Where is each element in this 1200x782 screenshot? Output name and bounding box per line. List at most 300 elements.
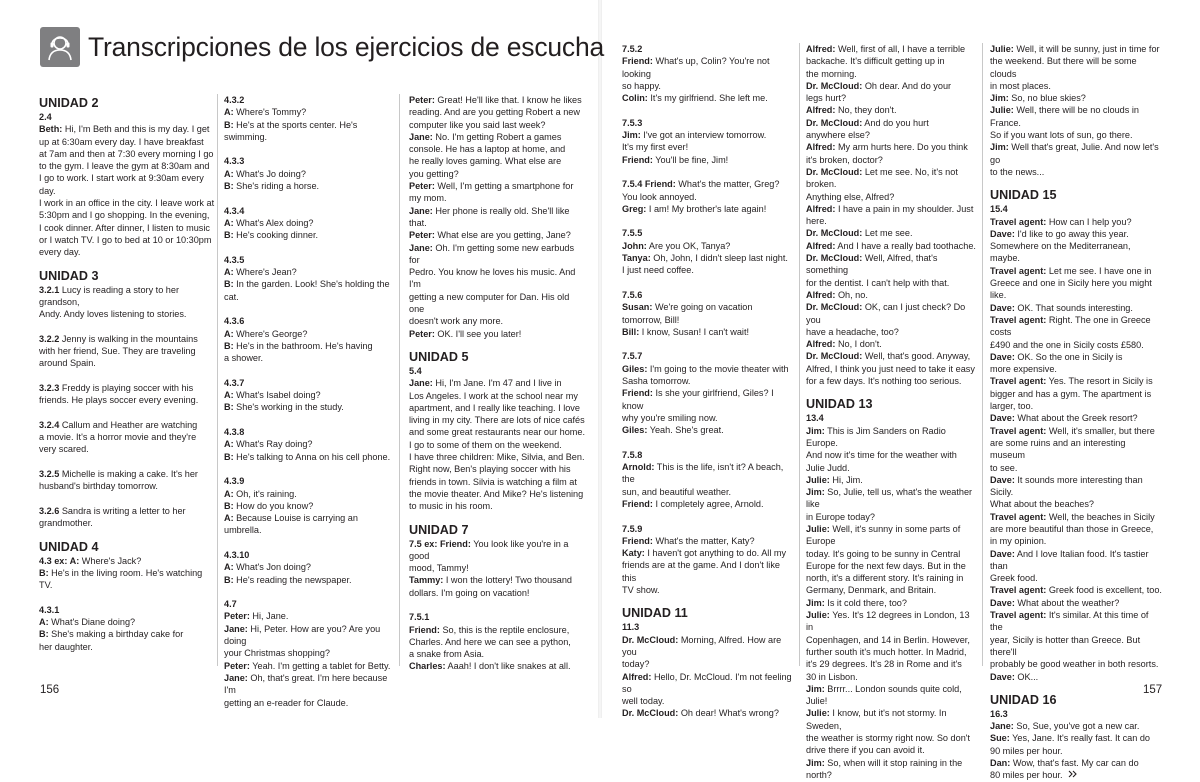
line-text: So, when will it stop raining in the north? xyxy=(806,757,963,780)
exercise-number: 4.3.6 xyxy=(224,316,245,327)
transcript-line xyxy=(806,203,978,228)
transcript-line xyxy=(224,623,392,648)
transcript-line xyxy=(990,339,1162,351)
transcript-line xyxy=(990,462,1162,474)
line-text: the movie theater. And Mike? He's listening xyxy=(409,488,584,499)
line-text: and some great restaurants near our home. xyxy=(409,427,586,438)
line-text: my mom. xyxy=(409,193,447,204)
transcript-line xyxy=(990,80,1162,92)
line-text: We're going on vacation xyxy=(652,302,753,313)
transcript-line xyxy=(39,468,215,480)
speaker-label: Friend: xyxy=(622,154,653,165)
line-text: computer like you said last week? xyxy=(409,119,546,130)
speaker-label: Dr. McCloud: xyxy=(806,351,863,362)
transcript-line xyxy=(806,289,978,301)
transcript-line xyxy=(622,671,796,696)
line-text: living in my city. There are lots of nice cafés xyxy=(409,415,585,426)
line-text: I know, Susan! I can't wait! xyxy=(639,326,750,337)
line-text: What's up, Colin? You're not looking xyxy=(622,56,770,79)
transcript-line xyxy=(409,229,585,241)
line-text: reading. And are you getting Robert a new xyxy=(409,107,580,118)
line-text: Greek food is excellent, too. xyxy=(1046,585,1162,596)
transcript-line xyxy=(806,117,978,129)
transcript-line xyxy=(409,205,585,230)
book-gutter xyxy=(598,0,602,718)
speaker-label: Jane: xyxy=(224,623,248,634)
transcript-line xyxy=(39,246,215,258)
transcript-line xyxy=(990,437,1162,462)
line-text: more expensive. xyxy=(990,364,1057,375)
transcript-line xyxy=(990,572,1162,584)
line-text: the weekend. But there will be some clouds xyxy=(990,56,1137,79)
unit-heading: UNIDAD 2 xyxy=(39,96,99,110)
line-text: Well, the beaches in Sicily xyxy=(1046,511,1155,522)
line-text: Yes. The resort in Sicily is xyxy=(1046,376,1153,387)
speaker-label: Dr. McCloud: xyxy=(806,166,863,177)
speaker-label: B: xyxy=(39,567,49,578)
transcript-line xyxy=(224,106,392,118)
transcript-line xyxy=(409,488,585,500)
transcript-line xyxy=(39,641,215,653)
transcript-line xyxy=(409,377,585,389)
line-text: it's broken, doctor? xyxy=(806,154,883,165)
line-text: It's my first ever! xyxy=(622,142,689,153)
transcript-line xyxy=(409,168,585,180)
line-text: I know, but it's not stormy. In Sweden, xyxy=(806,708,947,731)
transcript-line xyxy=(409,94,585,106)
speaker-label: Alfred: xyxy=(806,240,836,251)
transcript-line xyxy=(990,104,1162,129)
speaker-label: Arnold: xyxy=(622,462,655,473)
line-text: Right. The one in Greece costs xyxy=(990,314,1151,338)
line-text: Where's Jean? xyxy=(233,267,297,278)
speaker-label: Travel agent: xyxy=(990,265,1047,276)
line-text: anywhere else? xyxy=(806,130,870,141)
transcript-line xyxy=(409,119,585,131)
transcript-line xyxy=(990,412,1162,424)
transcript-line xyxy=(622,498,796,510)
speaker-label: 7.5.4 Friend: xyxy=(622,179,676,190)
line-text: What's the matter, Katy? xyxy=(652,535,755,546)
transcript-line xyxy=(39,480,215,492)
line-text: Callum and Heather are watching xyxy=(59,419,198,430)
line-text: I completely agree, Arnold. xyxy=(652,498,764,509)
line-text: This is the life, isn't it? A beach, the xyxy=(622,462,784,485)
line-text: And now it's time for the weather with xyxy=(806,450,957,461)
column-divider xyxy=(399,94,400,666)
spacer xyxy=(622,510,796,522)
speaker-label: Jane: xyxy=(409,378,433,389)
transcript-line xyxy=(409,242,585,267)
line-text: 30 in Lisbon. xyxy=(806,671,858,682)
line-text: Yeah. I'm getting a tablet for Betty. xyxy=(249,660,391,671)
page-header xyxy=(40,27,604,67)
line-text: or I watch TV. I go to bed at 10 or 10:30pm xyxy=(39,234,212,245)
transcript-line xyxy=(806,572,978,584)
line-text: a shower. xyxy=(224,353,264,364)
transcript-line xyxy=(806,523,978,548)
transcript-line xyxy=(806,707,978,732)
line-text: I'd like to go away this year. xyxy=(1014,228,1129,239)
line-text: Well, I'm getting a smartphone for xyxy=(434,181,574,192)
spacer xyxy=(224,365,392,377)
speaker-label: Dr. McCloud: xyxy=(622,634,679,645)
line-text: What else are you getting, Jane? xyxy=(434,230,571,241)
speaker-label: Friend: xyxy=(622,56,653,67)
line-text: OK. So the one in Sicily is xyxy=(1014,351,1123,362)
line-text: to see. xyxy=(990,462,1018,473)
line-text: Are you OK, Tanya? xyxy=(646,240,731,251)
line-text: doesn't work any more. xyxy=(409,316,504,327)
transcript-line xyxy=(622,387,796,412)
line-text: Los Angeles. I work at the school near my xyxy=(409,390,578,401)
transcript-line xyxy=(39,160,215,172)
transcript-line xyxy=(806,252,978,277)
line-text: Jenny is walking in the mountains xyxy=(59,333,198,344)
exercise-number: 2.4 xyxy=(39,112,52,122)
transcript-line xyxy=(806,166,978,191)
unit-heading: UNIDAD 16 xyxy=(990,692,1057,707)
speaker-label: A: xyxy=(224,267,234,278)
line-text: I just need coffee. xyxy=(622,265,694,276)
speaker-label: Dr. McCloud: xyxy=(806,253,863,264)
transcript-line xyxy=(409,131,585,143)
transcript-line xyxy=(622,264,796,276)
line-text: So, no blue skies? xyxy=(1008,93,1086,104)
transcript-line xyxy=(224,401,392,413)
speaker-label: Dr. McCloud: xyxy=(806,117,863,128)
transcript-line xyxy=(990,375,1162,387)
transcript-line xyxy=(806,375,978,387)
speaker-label: A: xyxy=(224,107,234,118)
speaker-label: B: xyxy=(224,119,234,130)
spacer xyxy=(39,456,215,468)
speaker-label: Peter: xyxy=(224,611,250,622)
transcript-line xyxy=(622,559,796,584)
transcript-line xyxy=(224,660,392,672)
line-text: Germany, Denmark, and Britain. xyxy=(806,585,937,596)
line-text: console. He has a laptop at home, and xyxy=(409,144,566,155)
line-text: to the news... xyxy=(990,166,1045,177)
speaker-label: Dr. McCloud: xyxy=(622,708,679,719)
exercise-number: 4.7 xyxy=(224,599,237,610)
transcript-line xyxy=(39,197,215,209)
speaker-label: Tanya: xyxy=(622,253,651,264)
transcript-line xyxy=(806,757,978,782)
speaker-label: Julie: xyxy=(806,474,830,485)
line-text: Hi, Jane. xyxy=(249,611,289,622)
transcript-line xyxy=(39,333,215,345)
line-text: apartment, and I really like teaching. I love xyxy=(409,402,580,413)
spacer xyxy=(39,591,215,603)
line-text: in my opinion. xyxy=(990,536,1047,547)
line-text: £490 and the one in Sicily costs £580. xyxy=(990,339,1144,350)
line-text: Hi, I'm Beth and this is my day. I get xyxy=(62,124,210,135)
transcript-line xyxy=(990,240,1162,265)
line-text: so happy. xyxy=(622,80,661,91)
speaker-label: Beth: xyxy=(39,124,63,135)
transcript-line xyxy=(224,266,392,278)
transcript-line xyxy=(409,155,585,167)
line-text: Let me see. I have one in xyxy=(1046,265,1152,276)
transcript-line xyxy=(806,671,978,683)
line-text: Well, Alfred, that's something xyxy=(806,253,938,276)
speaker-label: B: xyxy=(224,181,234,192)
line-text: 80 miles per hour. xyxy=(990,770,1063,781)
line-text: Because Louise is carrying an umbrella. xyxy=(224,513,358,536)
transcript-line xyxy=(39,555,215,567)
spacer xyxy=(39,370,215,382)
line-text: the morning. xyxy=(806,68,857,79)
unit-heading: UNIDAD 13 xyxy=(806,397,873,412)
line-text: Well, it's smaller, but there xyxy=(1046,425,1155,436)
transcript-line xyxy=(990,129,1162,141)
speaker-label: Jim: xyxy=(806,683,825,694)
transcript-line xyxy=(806,301,978,326)
line-text: Oh, that's great. I'm here because I'm xyxy=(224,672,388,696)
transcript-line xyxy=(224,610,392,622)
line-text: around Spain. xyxy=(39,358,96,369)
speaker-label: A: xyxy=(224,439,234,450)
transcript-line xyxy=(224,180,392,192)
speaker-label: Travel agent: xyxy=(990,585,1047,596)
speaker-label: A: xyxy=(224,390,234,401)
speaker-label: Travel agent: xyxy=(990,376,1047,387)
transcript-line xyxy=(806,141,978,153)
transcript-line xyxy=(990,609,1162,634)
transcript-line xyxy=(409,587,585,599)
exercise-number: 4.3.7 xyxy=(224,377,245,388)
line-text: larger, too. xyxy=(990,401,1034,412)
line-text: It sounds more interesting than Sicily. xyxy=(990,474,1143,498)
speaker-label: Dave: xyxy=(990,302,1015,313)
line-text: Wow, that's fast. My car can do xyxy=(1010,758,1139,769)
line-text: Hi, I'm Jane. I'm 47 and I live in xyxy=(432,378,562,389)
speaker-label: A: xyxy=(224,328,234,339)
transcript-line xyxy=(622,326,796,338)
headphones-person-icon xyxy=(40,27,80,67)
transcript-line xyxy=(224,438,392,450)
transcript-line xyxy=(39,172,215,197)
transcript-line xyxy=(806,683,978,708)
line-text: getting a new computer for Dan. His old one xyxy=(409,291,570,315)
line-text: You look like you're in a good xyxy=(409,538,569,561)
line-text: a snake from Asia. xyxy=(409,649,485,660)
transcript-line xyxy=(39,382,215,394)
transcript-line xyxy=(806,80,978,92)
line-text: to music in his room. xyxy=(409,501,493,512)
transcript-line xyxy=(39,616,215,628)
transcript-line xyxy=(806,634,978,646)
exercise-number: 7.5.6 xyxy=(622,289,643,300)
transcript-line xyxy=(806,227,978,239)
speaker-label: Alfred: xyxy=(806,142,836,153)
line-text: are more beautiful than those in Greece, xyxy=(990,523,1154,534)
line-text: Oh dear! What's wrong? xyxy=(678,708,779,719)
transcript-line xyxy=(224,217,392,229)
line-text: Brrrr... London sounds quite cold, Julie! xyxy=(806,683,962,707)
line-text: Somewhere on the Mediterranean, maybe. xyxy=(990,241,1131,264)
speaker-label: 3.2.3 xyxy=(39,382,60,393)
line-text: have a headache, too? xyxy=(806,326,899,337)
line-text: Oh, John, I didn't sleep last night. xyxy=(650,253,788,264)
transcript-line xyxy=(990,314,1162,339)
transcript-line xyxy=(806,68,978,80)
transcript-line xyxy=(622,658,796,670)
transcript-line xyxy=(806,511,978,523)
transcript-column-4 xyxy=(622,43,796,720)
transcript-line xyxy=(622,584,796,596)
transcript-line xyxy=(990,400,1162,412)
unit-heading: UNIDAD 3 xyxy=(39,268,99,283)
line-text: mood, Tammy! xyxy=(409,563,469,574)
speaker-label: Julie: xyxy=(990,44,1014,54)
line-text: Well, first of all, I have a terrible xyxy=(835,44,966,54)
line-text: well today. xyxy=(622,696,665,707)
transcript-line xyxy=(806,363,978,375)
line-text: Hello, Dr. McCloud. I'm not feeling so xyxy=(622,671,792,694)
transcript-line xyxy=(39,394,215,406)
speaker-label: Dave: xyxy=(990,351,1015,362)
line-text: Charles. And here we can see a python, xyxy=(409,636,571,647)
transcript-line xyxy=(622,178,796,190)
line-text: So if you want lots of sun, go there. xyxy=(990,130,1133,141)
line-text: Where's Jack? xyxy=(79,555,142,566)
line-text: I go to some of them on the weekend. xyxy=(409,439,562,450)
transcript-line xyxy=(409,266,585,291)
transcript-line xyxy=(990,474,1162,499)
speaker-label: B: xyxy=(224,279,234,290)
speaker-label: Travel agent: xyxy=(990,314,1047,325)
exercise-number: 4.3.2 xyxy=(224,95,245,105)
line-text: Well that's great, Julie. And now let's go xyxy=(990,142,1159,165)
transcript-line xyxy=(622,203,796,215)
line-text: How do you know? xyxy=(233,500,314,511)
line-text: You'll be fine, Jim! xyxy=(652,154,729,165)
speaker-label: Dave: xyxy=(990,413,1015,424)
line-text: Yeah. She's great. xyxy=(647,425,724,436)
speaker-label: B: xyxy=(224,574,234,585)
transcript-line xyxy=(224,512,392,537)
transcript-line xyxy=(990,597,1162,609)
exercise-number: 7.5.8 xyxy=(622,449,643,460)
line-text: Right now, Ben's playing soccer with his xyxy=(409,464,571,475)
line-text: friends in town. Silvia is watching a film at xyxy=(409,476,577,487)
line-text: He's at the sports center. He's swimming. xyxy=(224,119,358,142)
speaker-label: Jane: xyxy=(409,242,433,253)
exercise-number: 7.5.7 xyxy=(622,351,643,362)
line-text: Yes. It's 12 degrees in London, 13 in xyxy=(806,610,970,633)
transcript-line xyxy=(806,474,978,486)
line-text: Let me see. xyxy=(862,228,913,239)
line-text: friends are at the game. And I don't like this xyxy=(622,560,780,583)
transcript-line xyxy=(224,328,392,340)
line-text: further south it's much hotter. In Madrid, xyxy=(806,646,967,657)
transcript-line xyxy=(409,463,585,475)
transcript-line xyxy=(806,658,978,670)
transcript-line xyxy=(622,363,796,375)
spacer xyxy=(224,143,392,155)
line-text: She's making a birthday cake for xyxy=(48,629,184,640)
transcript-line xyxy=(806,154,978,166)
line-text: your Christmas shopping? xyxy=(224,648,331,659)
spacer xyxy=(622,104,796,116)
exercise-number: 4.3.10 xyxy=(224,549,250,560)
transcript-column-5 xyxy=(806,43,978,781)
line-text: backache. It's difficult getting up in xyxy=(806,56,945,67)
exercise-number: 4.3.8 xyxy=(224,427,245,438)
transcript-line xyxy=(409,562,585,574)
transcript-line xyxy=(990,757,1162,769)
line-text: My arm hurts here. Do you think xyxy=(835,142,968,153)
speaker-label: Jane: xyxy=(990,721,1014,732)
speaker-label: 3.2.5 xyxy=(39,469,60,480)
line-text: What's Jo doing? xyxy=(233,168,306,179)
speaker-label: Travel agent: xyxy=(990,425,1047,436)
line-text: I cook dinner. After dinner, I listen to music xyxy=(39,222,210,233)
line-text: a movie. It's a horror movie and they're xyxy=(39,432,197,443)
speaker-label: Peter: xyxy=(409,328,435,339)
transcript-line xyxy=(409,624,585,636)
spacer xyxy=(224,242,392,254)
speaker-label: Colin: xyxy=(622,93,648,104)
line-text: OK. I'll see you later! xyxy=(434,328,522,339)
transcript-line xyxy=(806,350,978,362)
transcript-line xyxy=(990,166,1162,178)
spacer xyxy=(622,277,796,289)
exercise-number: 4.3.4 xyxy=(224,205,245,216)
transcript-line xyxy=(409,106,585,118)
transcript-line xyxy=(409,538,585,563)
line-text: How can I help you? xyxy=(1046,216,1132,227)
transcript-line xyxy=(39,628,215,640)
line-text: Oh. I'm getting some new earbuds for xyxy=(409,242,575,265)
speaker-label: A: xyxy=(224,562,234,573)
speaker-label: Dan: xyxy=(990,758,1011,769)
exercise-number: 7.5.5 xyxy=(622,228,643,239)
line-text: Aaah! I don't like snakes at all. xyxy=(445,661,571,672)
line-text: Michelle is making a cake. It's her xyxy=(59,469,198,480)
speaker-label: Tammy: xyxy=(409,575,444,586)
speaker-label: Jim: xyxy=(806,597,825,608)
transcript-line xyxy=(622,424,796,436)
transcript-line xyxy=(39,345,215,357)
transcript-line xyxy=(224,647,392,659)
line-text: Alfred, I think you just need to take it easy xyxy=(806,363,975,374)
line-text: He's cooking dinner. xyxy=(233,230,319,241)
speaker-label: Dr. McCloud: xyxy=(806,80,863,91)
line-text: Anything else, Alfred? xyxy=(806,191,895,202)
transcript-line xyxy=(990,584,1162,596)
speaker-label: Alfred: xyxy=(806,44,836,54)
line-text: This is Jim Sanders on Radio Europe. xyxy=(806,425,946,448)
transcript-line xyxy=(622,55,796,80)
spacer xyxy=(409,599,585,611)
line-text: Is it cold there, too? xyxy=(824,597,907,608)
line-text: 5:30pm and I go shopping. In the evening, xyxy=(39,210,210,221)
transcript-line xyxy=(622,80,796,92)
line-text: TV show. xyxy=(622,585,660,596)
transcript-line xyxy=(622,252,796,264)
transcript-line xyxy=(409,451,585,463)
transcript-line xyxy=(409,143,585,155)
transcript-line xyxy=(622,412,796,424)
transcript-line xyxy=(990,388,1162,400)
speaker-label: Dave: xyxy=(990,597,1015,608)
transcript-line xyxy=(622,375,796,387)
transcript-line xyxy=(224,229,392,241)
line-text: He's in the living room. He's watching TV. xyxy=(39,567,203,591)
